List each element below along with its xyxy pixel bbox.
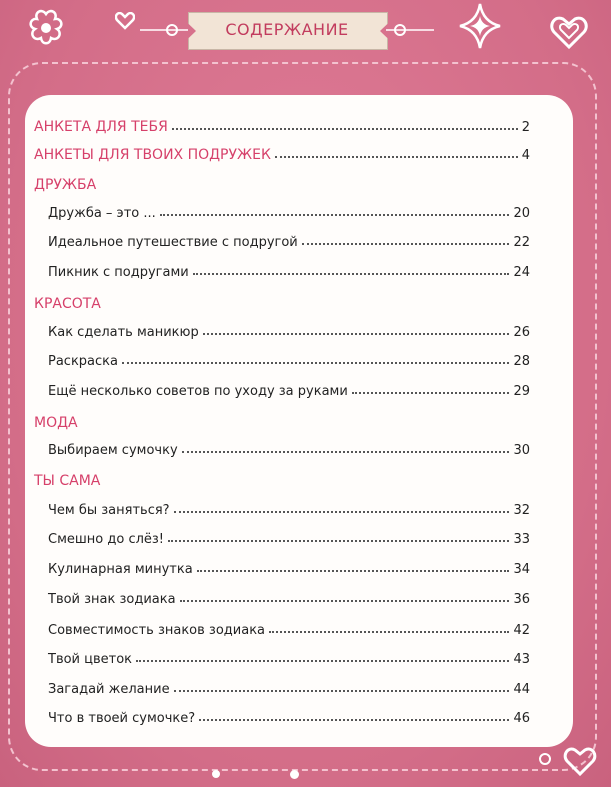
toc-section-heading <box>34 467 530 489</box>
heart-icon <box>115 12 135 30</box>
toc-entry[interactable] <box>48 347 530 369</box>
page-number: 26 <box>513 325 530 340</box>
page-title: СОДЕРЖАНИЕ <box>225 20 349 39</box>
toc-entry[interactable] <box>48 258 530 280</box>
toc-entry[interactable] <box>48 616 530 638</box>
toc-label: Смешно до слёз! <box>48 532 165 547</box>
toc-label: КРАСОТА <box>34 296 101 312</box>
flower-icon <box>26 8 66 48</box>
dot-leader <box>269 630 509 633</box>
toc-entry[interactable] <box>48 496 530 518</box>
page-number: 20 <box>513 206 530 221</box>
toc-label: Идеальное путешествие с подругой <box>48 235 298 250</box>
dot-decoration <box>539 753 551 765</box>
dot-leader <box>197 569 510 572</box>
page-number: 24 <box>513 265 530 280</box>
page-number: 44 <box>513 682 530 697</box>
page-number: 2 <box>521 120 530 135</box>
toc-label: Дружба – это ... <box>48 206 156 221</box>
page-number: 36 <box>513 592 530 607</box>
page-number: 43 <box>513 652 530 667</box>
dot-leader <box>160 213 510 216</box>
toc-label: Твой цветок <box>48 652 133 667</box>
toc-label: ДРУЖБА <box>34 177 97 193</box>
toc-entry[interactable] <box>48 377 530 399</box>
toc-label: Загадай желание <box>48 682 170 697</box>
toc-entry[interactable] <box>48 645 530 667</box>
toc-label: ТЫ САМА <box>34 473 101 489</box>
toc-label: Пикник с подругами <box>48 265 189 280</box>
toc-label: Чем бы заняться? <box>48 503 170 518</box>
toc-section-heading <box>34 409 530 431</box>
toc-label: Совместимость знаков зодиака <box>48 623 266 638</box>
toc-entry[interactable] <box>48 228 530 250</box>
dot-leader <box>136 659 509 662</box>
dot-leader <box>168 539 509 542</box>
heart-icon <box>549 14 589 50</box>
dot-leader <box>122 361 509 364</box>
toc-label: Что в твоей сумочке? <box>48 711 196 726</box>
toc-entry[interactable] <box>48 675 530 697</box>
page-number: 30 <box>513 443 530 458</box>
toc-label: Как сделать маникюр <box>48 325 199 340</box>
dot-leader <box>182 450 510 453</box>
page-number: 32 <box>513 503 530 518</box>
dot-decoration <box>394 24 406 36</box>
toc-entry[interactable] <box>48 199 530 221</box>
toc-section-heading <box>34 171 530 193</box>
toc-label: Ещё несколько советов по уходу за руками <box>48 384 348 399</box>
toc-section-heading <box>34 290 530 312</box>
toc-entry[interactable] <box>48 318 530 340</box>
page-number: 22 <box>513 235 530 250</box>
page-number: 28 <box>513 354 530 369</box>
toc-label: АНКЕТЫ ДЛЯ ТВОИХ ПОДРУЖЕК <box>34 147 271 163</box>
dot-leader <box>199 718 509 721</box>
dot-decoration <box>212 770 220 778</box>
dot-leader <box>203 332 510 335</box>
page-number: 4 <box>521 148 530 163</box>
dot-decoration <box>290 770 299 779</box>
toc-entry[interactable] <box>48 436 530 458</box>
page-number: 29 <box>513 384 530 399</box>
dot-leader <box>174 510 510 513</box>
dot-leader <box>180 599 510 602</box>
toc-label: АНКЕТА ДЛЯ ТЕБЯ <box>34 119 168 135</box>
page-number: 46 <box>513 711 530 726</box>
dot-leader <box>174 689 510 692</box>
dot-leader <box>172 127 518 130</box>
toc-entry[interactable] <box>34 141 530 163</box>
toc-entry[interactable] <box>48 525 530 547</box>
toc-label: Кулинарная минутка <box>48 562 193 577</box>
page-number: 34 <box>513 562 530 577</box>
toc-entry[interactable] <box>34 113 530 135</box>
title-connector <box>140 29 188 31</box>
sparkle-icon <box>458 2 502 50</box>
toc-label: МОДА <box>34 415 78 431</box>
toc-label: Выбираем сумочку <box>48 443 178 458</box>
toc-entry[interactable] <box>48 704 530 726</box>
dot-leader <box>275 155 518 158</box>
dot-decoration <box>166 24 178 36</box>
page-number: 33 <box>513 532 530 547</box>
dot-leader <box>352 391 510 394</box>
toc-label: Раскраска <box>48 354 118 369</box>
page-number: 42 <box>513 623 530 638</box>
toc-entry[interactable] <box>48 585 530 607</box>
toc-label: Твой знак зодиака <box>48 592 176 607</box>
heart-icon <box>563 745 597 777</box>
toc-entry[interactable] <box>48 555 530 577</box>
dot-leader <box>302 242 510 245</box>
dot-leader <box>193 272 510 275</box>
